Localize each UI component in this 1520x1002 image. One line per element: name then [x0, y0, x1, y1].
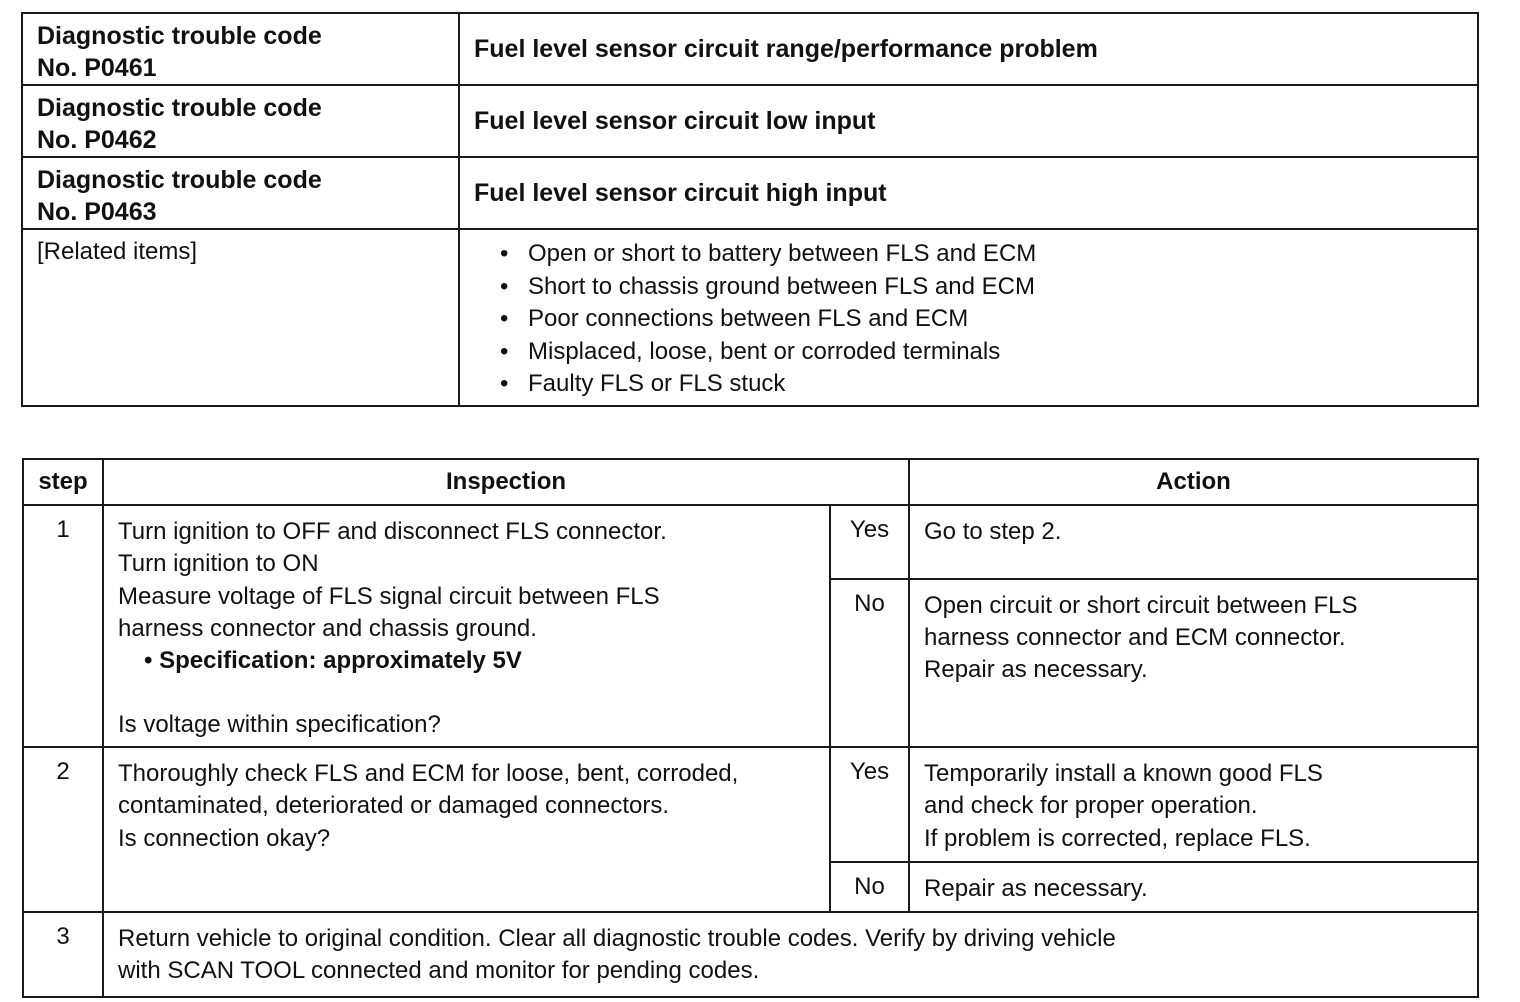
inspection-header: Inspection [103, 459, 909, 505]
no-action [909, 579, 1478, 747]
no-action: Repair as necessary. [909, 862, 1478, 912]
dtc-description: Fuel level sensor circuit range/performance problem [459, 13, 1478, 85]
related-items-row [22, 229, 1478, 406]
related-items-list [500, 238, 1477, 401]
step-3-instructions [103, 912, 1478, 997]
action-line: Temporarily install a known good FLS [924, 760, 1323, 787]
instruction-line: Return vehicle to original condition. Clear all diagnostic trouble codes. Verify by driving vehicle [118, 925, 1116, 953]
dtc-description: Fuel level sensor circuit low input [459, 85, 1478, 157]
dtc-label: Diagnostic trouble code [37, 166, 322, 194]
dtc-label: Diagnostic trouble code [37, 22, 322, 50]
step-number: 1 [23, 505, 103, 747]
related-items-label: [Related items] [22, 229, 459, 406]
yes-label: Yes [830, 747, 909, 862]
list-item: • Misplaced, loose, bent or corroded terminals [500, 336, 1477, 369]
step-1-inspection [103, 505, 830, 747]
related-items-cell [459, 229, 1478, 406]
dtc-number: No. P0461 [37, 54, 157, 82]
action-line: Open circuit or short circuit between FLS [924, 591, 1358, 619]
table-row [23, 912, 1478, 997]
step-header: step [23, 459, 103, 505]
dtc-row [22, 13, 1478, 85]
dtc-code-cell [22, 13, 459, 85]
table-row [23, 747, 1478, 862]
inspection-line: contaminated, deteriorated or damaged connectors. [118, 792, 670, 820]
dtc-code-cell [22, 85, 459, 157]
dtc-number: No. P0463 [37, 198, 157, 226]
action-line: Repair as necessary. [924, 656, 1148, 684]
action-line: harness connector and ECM connector. [924, 623, 1346, 651]
dtc-code-cell [22, 157, 459, 229]
inspection-question: Is voltage within specification? [118, 711, 441, 739]
inspection-line: Measure voltage of FLS signal circuit between FLS [118, 582, 660, 610]
list-item: • Open or short to battery between FLS and ECM [500, 238, 1477, 271]
table-row [23, 505, 1478, 579]
step-number: 2 [23, 747, 103, 912]
action-header: Action [909, 459, 1478, 505]
inspection-line: Turn ignition to OFF and disconnect FLS connector. [118, 518, 667, 545]
dtc-description: Fuel level sensor circuit high input [459, 157, 1478, 229]
steps-header-row [23, 459, 1478, 505]
list-item: • Poor connections between FLS and ECM [500, 303, 1477, 336]
inspection-line: Is connection okay? [118, 824, 331, 852]
step-2-inspection [103, 747, 830, 912]
dtc-table [21, 12, 1479, 407]
no-label: No [830, 579, 909, 747]
specification-text: • Specification: approximately 5V [118, 645, 821, 677]
no-label: No [830, 862, 909, 912]
yes-action: Go to step 2. [909, 505, 1478, 579]
inspection-line: Turn ignition to ON [118, 550, 319, 578]
yes-label: Yes [830, 505, 909, 579]
step-number: 3 [23, 912, 103, 997]
list-item: • Faulty FLS or FLS stuck [500, 368, 1477, 401]
action-line: If problem is corrected, replace FLS. [924, 824, 1311, 852]
inspection-line: Thoroughly check FLS and ECM for loose, bent, corroded, [118, 760, 739, 787]
instruction-line: with SCAN TOOL connected and monitor for pending codes. [118, 957, 760, 985]
yes-action [909, 747, 1478, 862]
dtc-row [22, 85, 1478, 157]
dtc-row [22, 157, 1478, 229]
spacer [118, 677, 821, 709]
list-item: • Short to chassis ground between FLS and ECM [500, 271, 1477, 304]
inspection-line: harness connector and chassis ground. [118, 614, 537, 642]
action-line: and check for proper operation. [924, 792, 1258, 820]
steps-table [22, 458, 1479, 998]
dtc-label: Diagnostic trouble code [37, 94, 322, 122]
dtc-number: No. P0462 [37, 126, 157, 154]
